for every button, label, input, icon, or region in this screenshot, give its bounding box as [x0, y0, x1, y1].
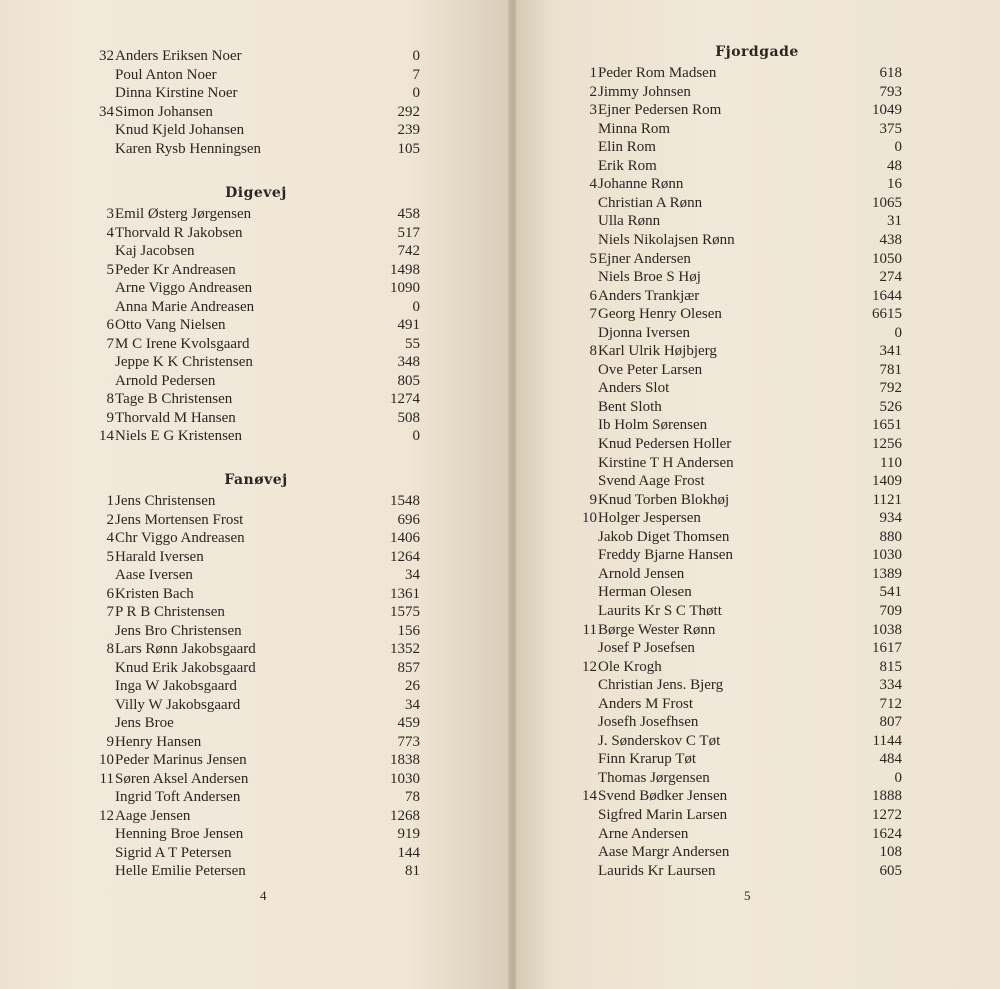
value: 934: [879, 510, 902, 526]
resident-name: Anders M Frost: [598, 696, 694, 712]
house-number: 14: [99, 428, 114, 444]
value: 105: [397, 141, 420, 157]
list-item: [561, 83, 902, 101]
house-number: 6: [589, 288, 597, 304]
list-item: [78, 103, 420, 121]
resident-name: Kaj Jacobsen: [115, 243, 195, 259]
resident-name: Svend Bødker Jensen: [598, 788, 728, 804]
resident-name: Erik Rom: [598, 158, 657, 174]
resident-name: Jakob Diget Thomsen: [598, 529, 730, 545]
value: 1389: [872, 566, 902, 582]
value: 1406: [390, 530, 420, 546]
value: 1030: [390, 771, 420, 787]
resident-name: Emil Østerg Jørgensen: [115, 206, 252, 222]
list-item: [78, 261, 420, 279]
value: 1121: [872, 492, 902, 508]
resident-name: Niels Nikolajsen Rønn: [598, 232, 735, 248]
list-item: [561, 342, 902, 360]
value: 48: [887, 158, 902, 174]
value: 1361: [390, 586, 420, 602]
resident-name: Jens Mortensen Frost: [115, 512, 244, 528]
value: 1144: [872, 733, 902, 749]
value: 1038: [872, 622, 902, 638]
value: 274: [879, 269, 902, 285]
list-item: [561, 361, 902, 379]
page-number: 5: [744, 888, 751, 903]
house-number: 8: [589, 343, 597, 359]
list-item: [78, 529, 420, 547]
resident-name: Sigrid A T Petersen: [115, 845, 232, 861]
list-item: [561, 583, 902, 601]
resident-name: Ove Peter Larsen: [598, 362, 703, 378]
list-item: [78, 47, 420, 65]
value: 1352: [390, 641, 420, 657]
street-heading: Digevej: [225, 185, 287, 201]
resident-name: Kirstine T H Andersen: [598, 455, 734, 471]
list-item: [561, 416, 902, 434]
resident-name: Finn Krarup Tøt: [598, 751, 697, 767]
value: 709: [879, 603, 902, 619]
resident-name: Aase Margr Andersen: [598, 844, 730, 860]
list-item: [561, 287, 902, 305]
value: 1256: [872, 436, 902, 452]
value: 781: [879, 362, 902, 378]
resident-name: Anna Marie Andreasen: [115, 299, 255, 315]
list-item: [78, 862, 420, 880]
list-item: [561, 658, 902, 676]
list-item: [561, 305, 902, 323]
value: 156: [397, 623, 420, 639]
value: 1548: [390, 493, 420, 509]
house-number: 9: [589, 492, 597, 508]
resident-name: Arnold Jensen: [598, 566, 685, 582]
house-number: 5: [106, 262, 114, 278]
list-item: [78, 492, 420, 510]
street-heading: Fjordgade: [715, 44, 799, 60]
resident-name: Sigfred Marin Larsen: [598, 807, 728, 823]
list-item: [78, 372, 420, 390]
resident-name: Henning Broe Jensen: [115, 826, 244, 842]
resident-name: Christian Jens. Bjerg: [598, 677, 724, 693]
list-item: [561, 491, 902, 509]
list-item: [561, 157, 902, 175]
value: 6615: [872, 306, 902, 322]
house-number: 5: [589, 251, 597, 267]
value: 0: [894, 770, 902, 786]
value: 458: [397, 206, 420, 222]
value: 1264: [390, 549, 420, 565]
resident-name: Henry Hansen: [115, 734, 202, 750]
list-item: [561, 472, 902, 490]
resident-name: Aage Jensen: [115, 808, 191, 824]
resident-name: Peder Rom Madsen: [598, 65, 717, 81]
resident-name: Peder Kr Andreasen: [115, 262, 236, 278]
list-item: [561, 621, 902, 639]
house-number: 9: [106, 410, 114, 426]
list-item: [561, 546, 902, 564]
list-item: [561, 212, 902, 230]
resident-name: Knud Erik Jakobsgaard: [115, 660, 256, 676]
resident-name: Anders Eriksen Noer: [115, 48, 242, 64]
value: 1575: [390, 604, 420, 620]
list-item: [561, 528, 902, 546]
list-item: [561, 454, 902, 472]
list-item: [561, 676, 902, 694]
house-number: 11: [99, 771, 114, 787]
value: 375: [879, 121, 902, 137]
value: 81: [405, 863, 420, 879]
list-item: [78, 121, 420, 139]
resident-name: J. Sønderskov C Tøt: [598, 733, 721, 749]
list-item: [78, 205, 420, 223]
value: 792: [879, 380, 902, 396]
value: 712: [879, 696, 902, 712]
list-item: [561, 120, 902, 138]
resident-name: Lars Rønn Jakobsgaard: [115, 641, 256, 657]
list-item: [561, 695, 902, 713]
list-item: [561, 713, 902, 731]
list-item: [561, 769, 902, 787]
house-number: 12: [99, 808, 114, 824]
list-item: [561, 787, 902, 805]
resident-name: Holger Jespersen: [598, 510, 701, 526]
resident-name: Bent Sloth: [598, 399, 662, 415]
resident-name: Ole Krogh: [598, 659, 662, 675]
resident-name: Laurits Kr S C Thøtt: [598, 603, 722, 619]
value: 1030: [872, 547, 902, 563]
list-item: [78, 603, 420, 621]
list-item: [78, 622, 420, 640]
resident-name: Helle Emilie Petersen: [115, 863, 246, 879]
list-item: [561, 732, 902, 750]
value: 78: [405, 789, 420, 805]
street-heading: Fanøvej: [224, 472, 288, 488]
value: 541: [879, 584, 902, 600]
house-number: 14: [582, 788, 597, 804]
value: 1624: [872, 826, 902, 842]
value: 1617: [872, 640, 902, 656]
resident-name: Arne Viggo Andreasen: [115, 280, 253, 296]
resident-name: Anders Trankjær: [598, 288, 700, 304]
value: 491: [397, 317, 420, 333]
house-number: 4: [106, 225, 114, 241]
list-item: [561, 64, 902, 82]
list-item: [561, 825, 902, 843]
list-item: [78, 807, 420, 825]
value: 0: [412, 48, 420, 64]
value: 31: [887, 213, 902, 229]
value: 605: [879, 863, 902, 879]
house-number: 7: [106, 336, 114, 352]
value: 1838: [390, 752, 420, 768]
list-item: [78, 696, 420, 714]
list-item: [561, 138, 902, 156]
value: 348: [397, 354, 420, 370]
value: 292: [397, 104, 420, 120]
house-number: 1: [106, 493, 114, 509]
list-item: [78, 353, 420, 371]
resident-name: Simon Johansen: [115, 104, 213, 120]
house-number: 11: [582, 622, 597, 638]
value: 526: [879, 399, 902, 415]
value: 108: [879, 844, 902, 860]
house-number: 2: [106, 512, 114, 528]
list-item: [561, 101, 902, 119]
resident-name: Karen Rysb Henningsen: [115, 141, 262, 157]
value: 805: [397, 373, 420, 389]
list-item: [78, 640, 420, 658]
house-number: 8: [106, 391, 114, 407]
list-item: [561, 509, 902, 527]
list-item: [78, 714, 420, 732]
list-item: [78, 84, 420, 102]
resident-name: Johanne Rønn: [598, 176, 684, 192]
value: 919: [397, 826, 420, 842]
house-number: 9: [106, 734, 114, 750]
list-item: [78, 316, 420, 334]
value: 1272: [872, 807, 902, 823]
resident-name: Ulla Rønn: [598, 213, 661, 229]
resident-name: Josefh Josefhsen: [598, 714, 699, 730]
list-item: [561, 565, 902, 583]
resident-name: Otto Vang Nielsen: [115, 317, 226, 333]
value: 880: [879, 529, 902, 545]
list-item: [561, 250, 902, 268]
list-item: [78, 279, 420, 297]
list-item: [78, 224, 420, 242]
list-item: [561, 324, 902, 342]
resident-name: Tage B Christensen: [115, 391, 233, 407]
list-item: [561, 175, 902, 193]
list-item: [78, 511, 420, 529]
list-item: [78, 242, 420, 260]
house-number: 1: [589, 65, 597, 81]
value: 55: [405, 336, 420, 352]
list-item: [78, 825, 420, 843]
resident-name: Dinna Kirstine Noer: [115, 85, 238, 101]
page-number: 4: [260, 888, 267, 903]
value: 110: [880, 455, 902, 471]
resident-name: Inga W Jakobsgaard: [115, 678, 237, 694]
resident-name: Thorvald M Hansen: [115, 410, 236, 426]
resident-name: Minna Rom: [598, 121, 671, 137]
house-number: 6: [106, 317, 114, 333]
list-item: [78, 733, 420, 751]
list-item: [561, 268, 902, 286]
value: 773: [397, 734, 420, 750]
list-item: [78, 335, 420, 353]
resident-name: Knud Torben Blokhøj: [598, 492, 730, 508]
value: 517: [397, 225, 420, 241]
resident-name: Josef P Josefsen: [598, 640, 695, 656]
list-item: [561, 398, 902, 416]
value: 0: [412, 85, 420, 101]
list-item: [561, 231, 902, 249]
value: 0: [894, 325, 902, 341]
house-number: 4: [106, 530, 114, 546]
resident-name: Georg Henry Olesen: [598, 306, 722, 322]
value: 1498: [390, 262, 420, 278]
list-item: [78, 751, 420, 769]
value: 459: [397, 715, 420, 731]
value: 508: [397, 410, 420, 426]
resident-name: Karl Ulrik Højbjerg: [598, 343, 717, 359]
resident-name: Djonna Iversen: [598, 325, 691, 341]
resident-name: M C Irene Kvolsgaard: [115, 336, 250, 352]
resident-name: Elin Rom: [598, 139, 656, 155]
value: 1644: [872, 288, 902, 304]
value: 1651: [872, 417, 902, 433]
house-number: 10: [99, 752, 114, 768]
value: 1888: [872, 788, 902, 804]
resident-name: Chr Viggo Andreasen: [115, 530, 245, 546]
value: 0: [412, 299, 420, 315]
list-item: [561, 750, 902, 768]
value: 1090: [390, 280, 420, 296]
resident-name: Christian A Rønn: [598, 195, 703, 211]
resident-name: Jens Broe: [115, 715, 174, 731]
value: 7: [412, 67, 420, 83]
resident-name: Ejner Andersen: [598, 251, 691, 267]
list-item: [561, 639, 902, 657]
value: 1268: [390, 808, 420, 824]
list-item: [78, 298, 420, 316]
house-number: 3: [106, 206, 114, 222]
resident-name: Herman Olesen: [598, 584, 692, 600]
value: 0: [412, 428, 420, 444]
value: 26: [405, 678, 420, 694]
list-item: [78, 585, 420, 603]
resident-name: Harald Iversen: [115, 549, 204, 565]
value: 438: [879, 232, 902, 248]
value: 1049: [872, 102, 902, 118]
house-number: 34: [99, 104, 114, 120]
house-number: 4: [589, 176, 597, 192]
resident-name: Jimmy Johnsen: [598, 84, 691, 100]
value: 334: [879, 677, 902, 693]
list-item: [78, 140, 420, 158]
value: 239: [397, 122, 420, 138]
resident-name: Knud Kjeld Johansen: [115, 122, 245, 138]
resident-name: Ib Holm Sørensen: [598, 417, 708, 433]
list-item: [561, 806, 902, 824]
list-item: [78, 770, 420, 788]
resident-name: Freddy Bjarne Hansen: [598, 547, 733, 563]
resident-name: Kristen Bach: [115, 586, 194, 602]
house-number: 7: [106, 604, 114, 620]
value: 0: [894, 139, 902, 155]
list-item: [78, 66, 420, 84]
house-number: 5: [106, 549, 114, 565]
value: 1409: [872, 473, 902, 489]
list-item: [561, 862, 902, 880]
value: 857: [397, 660, 420, 676]
value: 34: [405, 697, 420, 713]
list-item: [78, 788, 420, 806]
resident-name: Villy W Jakobsgaard: [115, 697, 241, 713]
value: 34: [405, 567, 420, 583]
list-item: [78, 390, 420, 408]
resident-name: Thorvald R Jakobsen: [115, 225, 243, 241]
resident-name: Børge Wester Rønn: [598, 622, 716, 638]
list-item: [78, 659, 420, 677]
resident-name: Anders Slot: [598, 380, 670, 396]
list-item: [78, 427, 420, 445]
resident-name: Arnold Pedersen: [115, 373, 216, 389]
value: 742: [397, 243, 420, 259]
value: 807: [879, 714, 902, 730]
house-number: 2: [589, 84, 597, 100]
resident-name: Søren Aksel Andersen: [115, 771, 249, 787]
value: 16: [887, 176, 902, 192]
value: 1274: [390, 391, 420, 407]
house-number: 10: [582, 510, 597, 526]
list-item: [78, 548, 420, 566]
resident-name: Knud Pedersen Holler: [598, 436, 732, 452]
value: 484: [879, 751, 902, 767]
house-number: 7: [589, 306, 597, 322]
list-item: [78, 409, 420, 427]
list-item: [78, 844, 420, 862]
resident-name: Poul Anton Noer: [115, 67, 217, 83]
resident-name: Niels Broe S Høj: [598, 269, 701, 285]
house-number: 8: [106, 641, 114, 657]
resident-name: Arne Andersen: [598, 826, 689, 842]
list-item: [561, 602, 902, 620]
list-item: [78, 677, 420, 695]
resident-name: Niels E G Kristensen: [115, 428, 243, 444]
list-item: [78, 566, 420, 584]
value: 1050: [872, 251, 902, 267]
resident-name: Jens Christensen: [115, 493, 216, 509]
resident-name: P R B Christensen: [115, 604, 225, 620]
list-item: [561, 194, 902, 212]
value: 1065: [872, 195, 902, 211]
value: 341: [879, 343, 902, 359]
house-number: 12: [582, 659, 597, 675]
value: 144: [397, 845, 420, 861]
resident-name: Peder Marinus Jensen: [115, 752, 247, 768]
resident-name: Ingrid Toft Andersen: [115, 789, 241, 805]
resident-name: Thomas Jørgensen: [598, 770, 710, 786]
resident-name: Ejner Pedersen Rom: [598, 102, 722, 118]
resident-name: Svend Aage Frost: [598, 473, 705, 489]
list-item: [561, 435, 902, 453]
resident-name: Laurids Kr Laursen: [598, 863, 716, 879]
list-item: [561, 843, 902, 861]
house-number: 32: [99, 48, 114, 64]
house-number: 6: [106, 586, 114, 602]
value: 815: [879, 659, 902, 675]
house-number: 3: [589, 102, 597, 118]
resident-name: Aase Iversen: [115, 567, 193, 583]
right-page: [516, 0, 1000, 989]
value: 696: [397, 512, 420, 528]
resident-name: Jeppe K K Christensen: [115, 354, 253, 370]
value: 793: [879, 84, 902, 100]
list-item: [561, 379, 902, 397]
value: 618: [879, 65, 902, 81]
resident-name: Jens Bro Christensen: [115, 623, 242, 639]
